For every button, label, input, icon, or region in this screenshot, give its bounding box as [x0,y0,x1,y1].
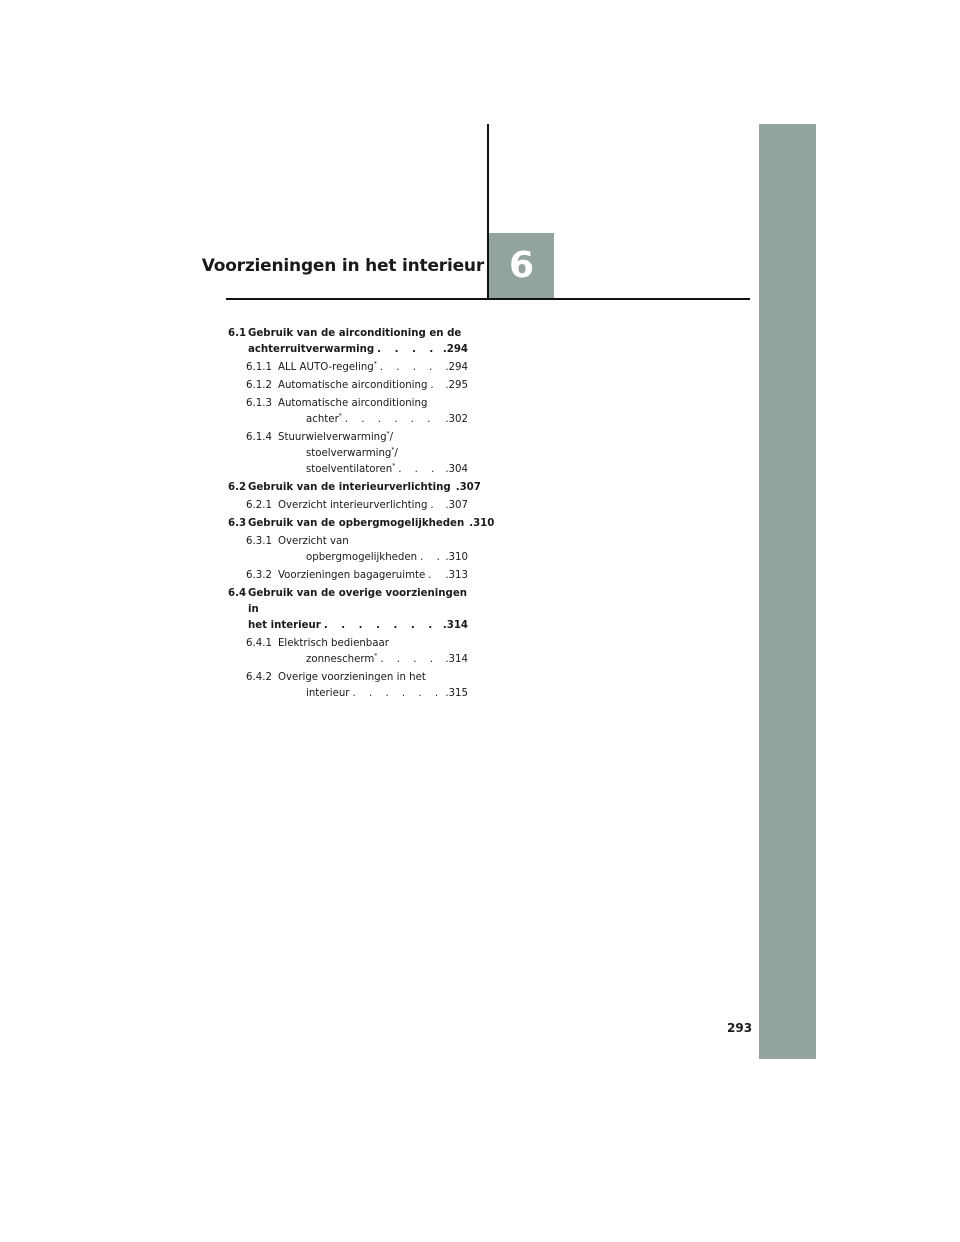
footnote-star: * [373,360,377,368]
chapter-title: Voorzieningen in het interieur [201,256,484,276]
toc-page: .307 [445,500,468,511]
toc-title-line: Gebruik van de interieurverlichting [248,482,451,493]
toc-title-line: Overige voorzieningen in het [278,672,426,683]
dot-leader [349,686,443,702]
dot-leader [377,360,444,376]
toc-page: .294 [442,344,468,355]
footnote-star: * [374,652,378,660]
toc-entry-6-3[interactable] [228,516,495,532]
toc-title-line: stoelverwarming [306,448,392,459]
toc-title-line: Gebruik van de opbergmogelijkheden [248,518,465,529]
toc-title-line: achterruitverwarming [248,344,375,355]
toc-number: 6.3.1 [246,536,272,547]
toc-page: .314 [442,620,468,631]
toc-number: 6.2.1 [246,500,272,511]
toc-title-line: opbergmogelijkheden [306,552,418,563]
toc-title-line: Automatische airconditioning [278,380,428,391]
dot-leader [395,462,443,478]
toc-number: 6.4.1 [246,638,272,649]
toc-entry-6-4-2[interactable] [228,670,468,702]
toc-title-line: Elektrisch bedienbaar [278,638,389,649]
toc-title-line: achter [306,414,339,425]
toc-page: .314 [445,654,468,665]
toc-title-line: Gebruik van de overige voorzieningen in [248,588,467,615]
toc-entry-6-4[interactable] [228,586,468,634]
toc-number: 6.1.4 [246,432,272,443]
toc-entry-6-4-1[interactable] [228,636,468,668]
chapter-side-tab [759,124,816,1059]
footnote-star: * [338,412,342,420]
toc-page: .295 [445,380,468,391]
slash: / [389,432,394,443]
dot-leader [342,412,444,428]
slash: / [394,448,398,459]
toc-title-line: Stuurwielverwarming [278,432,387,443]
toc-page: .307 [455,482,481,493]
toc-number: 6.1.1 [246,362,272,373]
toc-page: .315 [445,688,468,699]
toc-entry-6-1-1[interactable] [228,360,468,376]
page-number: 293 [727,1021,753,1035]
toc-number: 6.1 [228,328,247,339]
toc-entry-6-1[interactable] [228,326,468,358]
toc-title-line: Overzicht van [278,536,349,547]
dot-leader [377,652,443,668]
toc-title-line: Gebruik van de airconditioning en de [248,328,462,339]
header-horizontal-rule [226,298,750,300]
toc-number: 6.1.3 [246,398,272,409]
footnote-star: * [392,462,396,470]
toc-title-line: zonnescherm [306,654,375,665]
dot-leader [321,618,441,634]
toc-number: 6.4.2 [246,672,272,683]
toc-entry-6-3-2[interactable] [228,568,468,584]
toc-number: 6.3.2 [246,570,272,581]
toc-number: 6.3 [228,518,247,529]
toc-number: 6.2 [228,482,247,493]
toc-page: .304 [445,464,468,475]
toc-title-line: stoelventilatoren [306,464,393,475]
toc-title-line: het interieur [248,620,321,631]
dot-leader [374,342,441,358]
toc-title-line: Voorzieningen bagageruimte [278,570,426,581]
footnote-star: * [386,430,390,438]
toc-entry-6-1-2[interactable] [228,378,468,394]
toc-title-line: ALL AUTO-regeling [278,362,374,373]
toc-entry-6-1-4[interactable] [228,430,468,478]
dot-leader [427,378,443,394]
toc-number: 6.4 [228,588,247,599]
toc-title-line: Overzicht interieurverlichting [278,500,428,511]
dot-leader [417,550,443,566]
footnote-star: * [391,446,395,454]
toc-page: .310 [445,552,468,563]
toc-page: .313 [445,570,468,581]
toc-title-line: Automatische airconditioning [278,398,428,409]
toc-number: 6.1.2 [246,380,272,391]
toc-entry-6-2-1[interactable] [228,498,468,514]
toc-entry-6-1-3[interactable] [228,396,468,428]
dot-leader [427,498,443,514]
toc-page: .310 [469,518,495,529]
toc-entry-6-2[interactable] [228,480,481,496]
toc-title-line: interieur [306,688,350,699]
chapter-number: 6 [508,245,535,286]
toc-page: .294 [445,362,468,373]
dot-leader [425,568,443,584]
toc-page: .302 [445,414,468,425]
table-of-contents [228,326,495,702]
toc-entry-6-3-1[interactable] [228,534,468,566]
